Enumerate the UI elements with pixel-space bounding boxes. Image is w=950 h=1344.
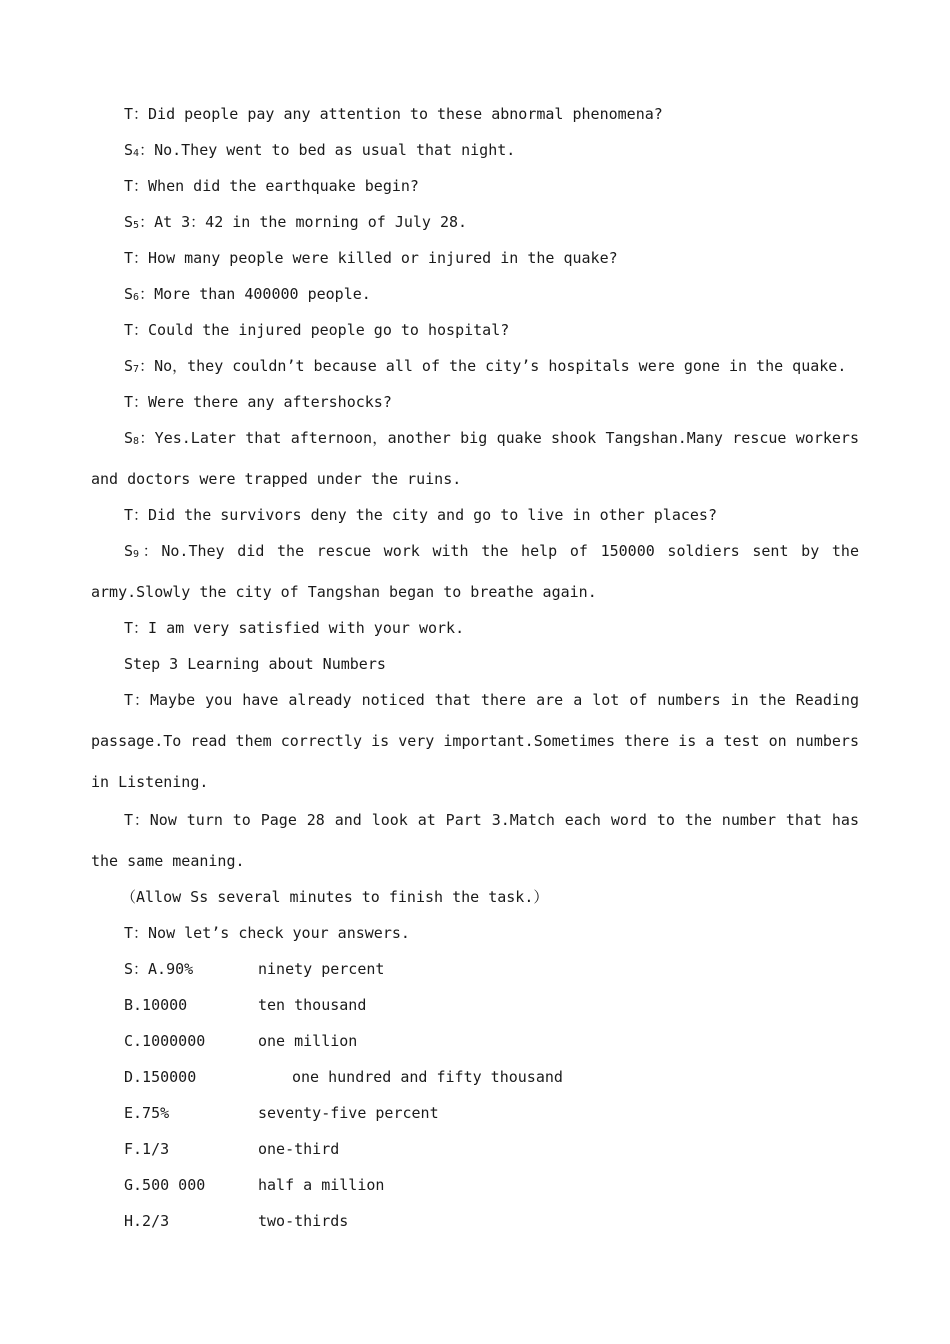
match-number: C.1000000 — [124, 1032, 206, 1050]
match-number: G.500 000 — [124, 1176, 206, 1194]
dialogue-paragraph — [91, 418, 859, 500]
match-row — [91, 951, 859, 987]
match-number: B.10000 — [124, 996, 188, 1014]
speaker-label: $S_9$ — [124, 542, 140, 560]
dialogue-line — [91, 312, 859, 348]
dialogue-line — [91, 132, 859, 168]
match-number: S：A.90% — [124, 960, 194, 978]
speaker-label: T — [124, 321, 134, 339]
stage-direction: （Allow Ss several minutes to finish the task.） — [121, 888, 549, 906]
dialogue-paragraph: T：Now turn to Page 28 and look at Part 3.Match each word to the number that has the same meaning. — [91, 811, 859, 870]
dialogue-text: ：Could the injured people go to hospital? — [133, 321, 510, 339]
speaker-label: $S_6$ — [124, 285, 140, 303]
match-row — [91, 987, 859, 1023]
match-row — [91, 1023, 859, 1059]
match-word: one hundred and fifty thousand — [292, 1068, 563, 1086]
match-number: F.1/3 — [124, 1140, 170, 1158]
speaker-label: T — [124, 177, 134, 195]
speaker-label: T — [124, 105, 134, 123]
match-word: ten thousand — [258, 996, 367, 1014]
dialogue-text: ：Yes.Later that afternoon，another big quake shook Tangshan.Many rescue workers and doctors were trapped under the ruins. — [91, 429, 859, 488]
dialogue-paragraph: T：Maybe you have already noticed that there are a lot of numbers in the Reading passage.To read them correctly is very important.Sometimes there is a test on numbers in Listening. — [91, 691, 859, 791]
speaker-label: T — [124, 393, 134, 411]
dialogue-text: ：More than 400000 people. — [139, 285, 371, 303]
dialogue-line: T：Did the survivors deny the city and go to live in other places? — [124, 506, 717, 524]
match-word: seventy-five percent — [258, 1104, 439, 1122]
match-row — [91, 1059, 859, 1095]
match-row — [91, 1095, 859, 1131]
dialogue-line — [91, 276, 859, 312]
dialogue-line — [91, 168, 859, 204]
dialogue-paragraph — [91, 531, 859, 613]
match-number: E.75% — [124, 1104, 170, 1122]
dialogue-text: ：No.They did the rescue work with the help of 150000 soldiers sent by the army.Slowly the city of Tangshan began to breathe again. — [91, 542, 859, 601]
dialogue-text: ：Were there any aftershocks? — [133, 393, 392, 411]
dialogue-text: ：At 3：42 in the morning of July 28. — [139, 213, 468, 231]
speaker-label: T — [124, 249, 134, 267]
step-heading: Step 3 Learning about Numbers — [124, 655, 386, 673]
dialogue-line: T：I am very satisfied with your work. — [124, 619, 465, 637]
dialogue-line: T：Now let’s check your answers. — [124, 924, 410, 942]
speaker-label: $S_5$ — [124, 213, 140, 231]
speaker-label: $S_4$ — [124, 141, 140, 159]
lesson-transcript — [91, 96, 859, 1239]
match-number: H.2/3 — [124, 1212, 170, 1230]
dialogue-text: ：Did people pay any attention to these abnormal phenomena? — [133, 105, 663, 123]
speaker-label: $S_8$ — [124, 429, 140, 447]
matching-answers-list — [91, 951, 859, 1239]
dialogue-line — [91, 348, 859, 384]
match-word: one million — [258, 1032, 358, 1050]
dialogue-text: ：No，they couldn’t because all of the city’s hospitals were gone in the quake. — [139, 357, 847, 375]
match-row — [91, 1167, 859, 1203]
speaker-label: $S_7$ — [124, 357, 140, 375]
match-word: two-thirds — [258, 1212, 349, 1230]
match-word: ninety percent — [258, 960, 385, 978]
match-row — [91, 1131, 859, 1167]
match-word: half a million — [258, 1176, 385, 1194]
dialogue-line — [91, 204, 859, 240]
dialogue-text: ：How many people were killed or injured in the quake? — [133, 249, 618, 267]
dialogue-line — [91, 384, 859, 420]
dialogue-line — [91, 240, 859, 276]
match-row — [91, 1203, 859, 1239]
dialogue-text: ：No.They went to bed as usual that night. — [139, 141, 516, 159]
match-word: one-third — [258, 1140, 340, 1158]
match-number: D.150000 — [124, 1068, 197, 1086]
dialogue-text: ：When did the earthquake begin? — [133, 177, 419, 195]
dialogue-line — [91, 96, 859, 132]
